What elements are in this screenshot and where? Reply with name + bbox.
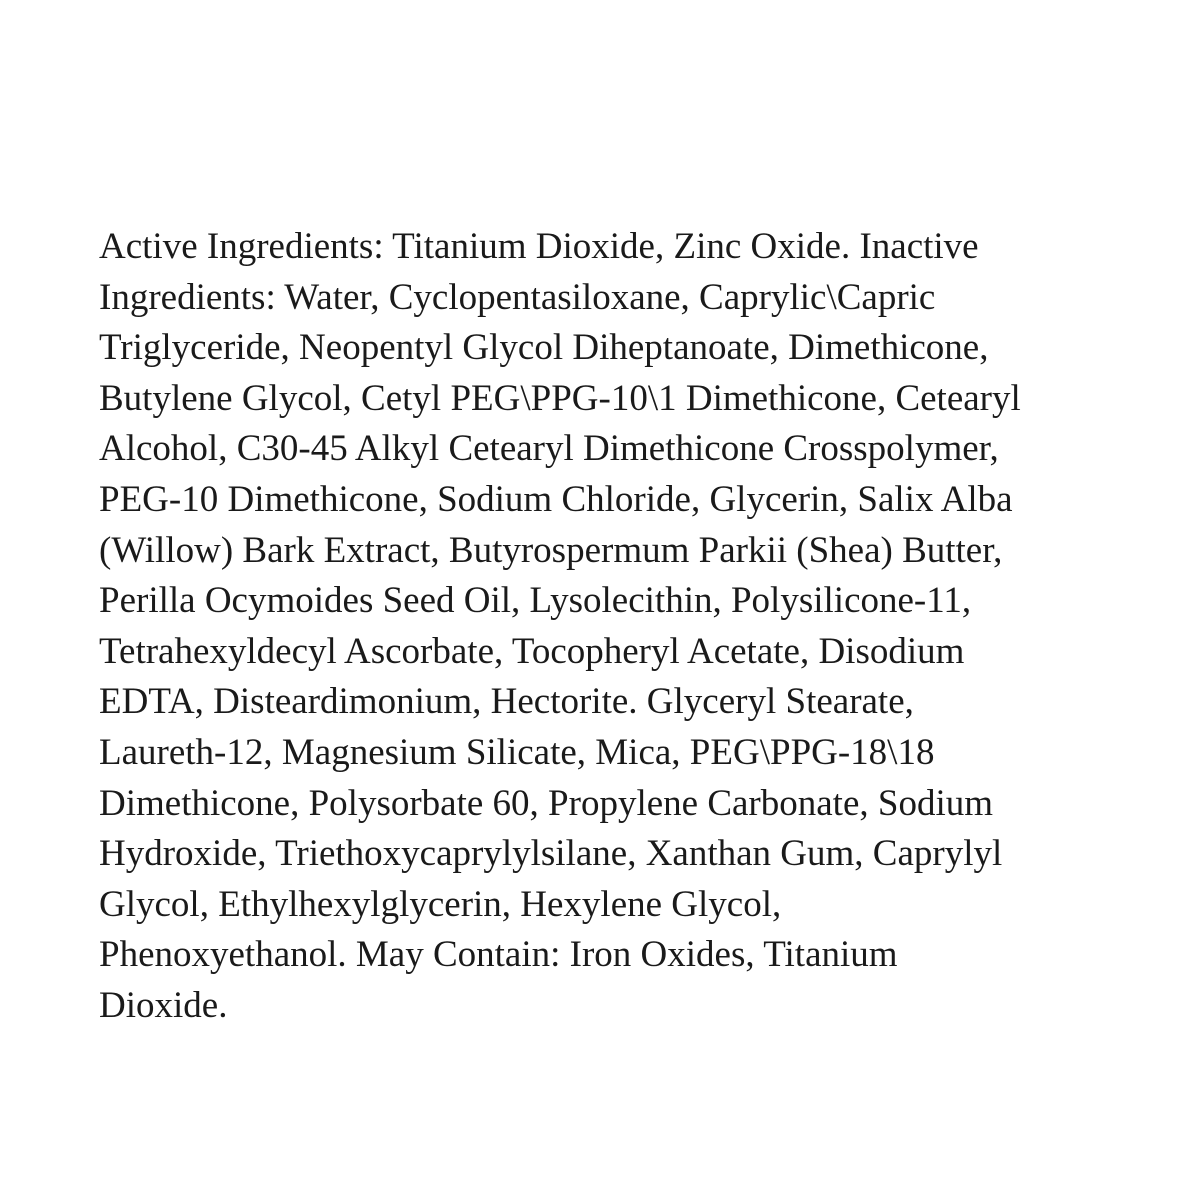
ingredients-line: Alcohol, C30-45 Alkyl Cetearyl Dimethicone Crosspolymer, — [99, 428, 999, 470]
ingredients-line: Ingredients: Water, Cyclopentasiloxane, Caprylic\Capric — [99, 276, 936, 318]
ingredients-line: Dioxide. — [99, 984, 228, 1026]
ingredients-line: PEG-10 Dimethicone, Sodium Chloride, Glycerin, Salix Alba — [99, 478, 1013, 520]
ingredients-line: EDTA, Disteardimonium, Hectorite. Glyceryl Stearate, — [99, 681, 914, 723]
ingredients-line: Butylene Glycol, Cetyl PEG\PPG-10\1 Dimethicone, Cetearyl — [99, 377, 1021, 419]
ingredients-line: Tetrahexyldecyl Ascorbate, Tocopheryl Acetate, Disodium — [99, 630, 965, 672]
ingredients-line: Phenoxyethanol. May Contain: Iron Oxides, Titanium — [99, 934, 898, 976]
ingredients-line: Laureth-12, Magnesium Silicate, Mica, PEG\PPG-18\18 — [99, 731, 935, 773]
ingredients-line: (Willow) Bark Extract, Butyrospermum Parkii (Shea) Butter, — [99, 529, 1003, 571]
ingredients-line: Triglyceride, Neopentyl Glycol Diheptanoate, Dimethicone, — [99, 327, 989, 369]
ingredients-line: Perilla Ocymoides Seed Oil, Lysolecithin, Polysilicone-11, — [99, 580, 972, 622]
ingredients-line: Active Ingredients: Titanium Dioxide, Zinc Oxide. Inactive — [99, 226, 979, 267]
ingredients-line: Glycol, Ethylhexylglycerin, Hexylene Glycol, — [99, 883, 782, 925]
ingredients-line: Hydroxide, Triethoxycaprylylsilane, Xanthan Gum, Caprylyl — [99, 833, 1003, 875]
ingredients-list — [99, 222, 1159, 1032]
ingredients-line: Dimethicone, Polysorbate 60, Propylene Carbonate, Sodium — [99, 782, 994, 824]
